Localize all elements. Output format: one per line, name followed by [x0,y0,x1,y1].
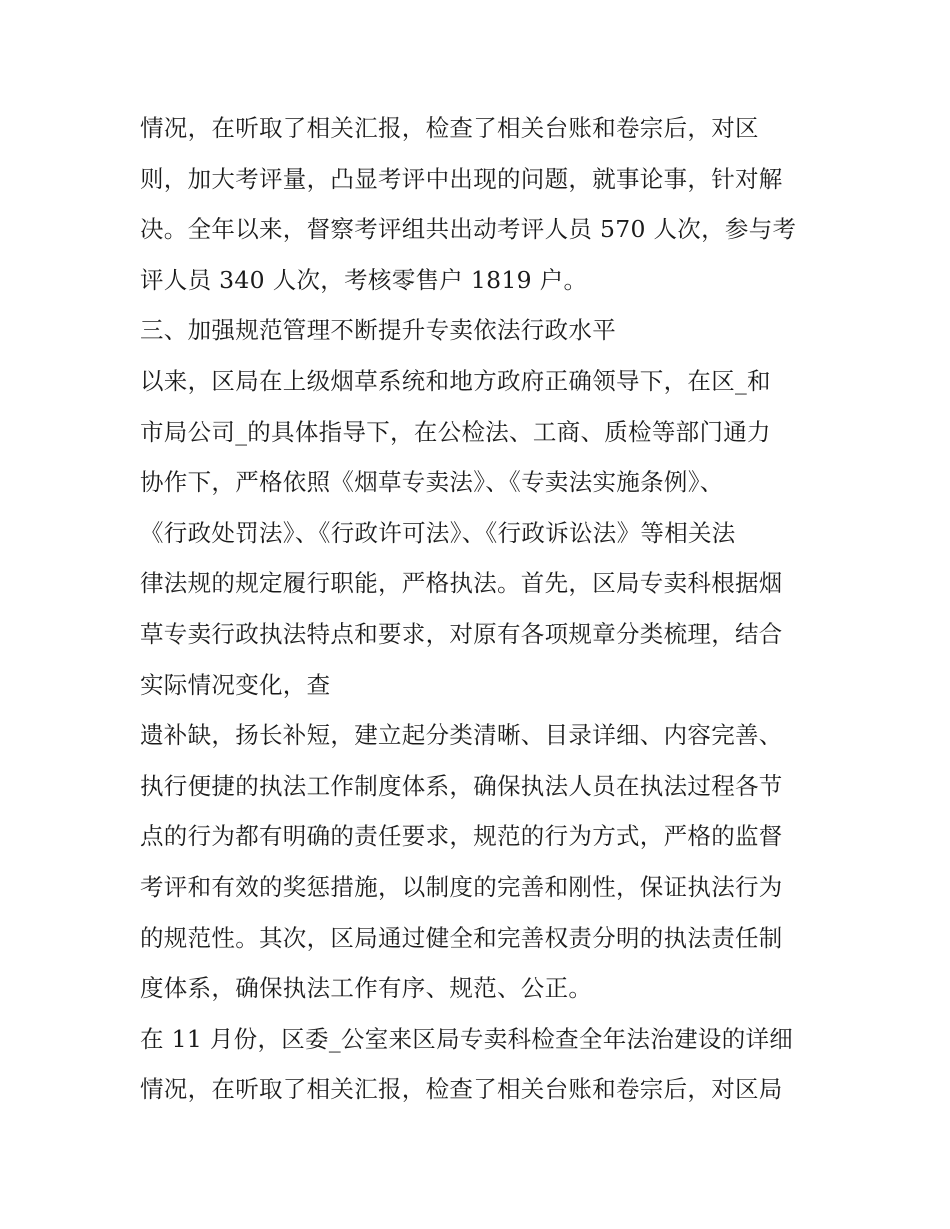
text-line: 情况，在听取了相关汇报，检查了相关台账和卷宗后，对区 [140,114,759,142]
section-heading: 三、加强规范管理不断提升专卖依法行政水平 [140,316,616,345]
text-line: 的规范性。其次，区局通过健全和完善权责分明的执法责任制 [140,923,783,952]
text-line: 在 11 月份，区委_公室来区局专卖科检查全年法治建设的详细 [140,1024,794,1053]
text-line: 市局公司_的具体指导下，在公检法、工商、质检等部门通力 [140,417,771,446]
text-line: 点的行为都有明确的责任要求，规范的行为方式，严格的监督 [140,822,783,851]
text-line: 情况，在听取了相关汇报，检查了相关台账和卷宗后，对区局 [140,1075,783,1104]
text-line: 评人员 340 人次，考核零售户 1819 户。 [140,265,588,294]
text-line: 协作下，严格依照《烟草专卖法》、《专卖法实施条例》、 [140,468,724,497]
text-line: 实际情况变化，查 [140,670,331,699]
text-line: 律法规的规定履行职能，严格执法。首先，区局专卖科根据烟 [140,569,783,598]
text-line: 决。全年以来，督察考评组共出动考评人员 570 人次，参与考 [140,215,797,244]
body-text [140,103,830,1115]
text-line: 《行政处罚法》、《行政许可法》、《行政诉讼法》等相关法 [140,518,736,547]
text-line: 草专卖行政执法特点和要求，对原有各项规章分类梳理，结合 [140,619,783,648]
text-line: 执行便捷的执法工作制度体系，确保执法人员在执法过程各节 [140,771,783,800]
text-line: 度体系，确保执法工作有序、规范、公正。 [140,974,593,1003]
text-line: 考评和有效的奖惩措施，以制度的完善和刚性，保证执法行为 [140,872,783,901]
text-line: 以来，区局在上级烟草系统和地方政府正确领导下，在区_和 [140,366,771,395]
text-line: 遗补缺，扬长补短，建立起分类清晰、目录详细、内容完善、 [140,721,783,750]
text-line: 则，加大考评量，凸显考评中出现的问题，就事论事，针对解 [140,164,783,193]
